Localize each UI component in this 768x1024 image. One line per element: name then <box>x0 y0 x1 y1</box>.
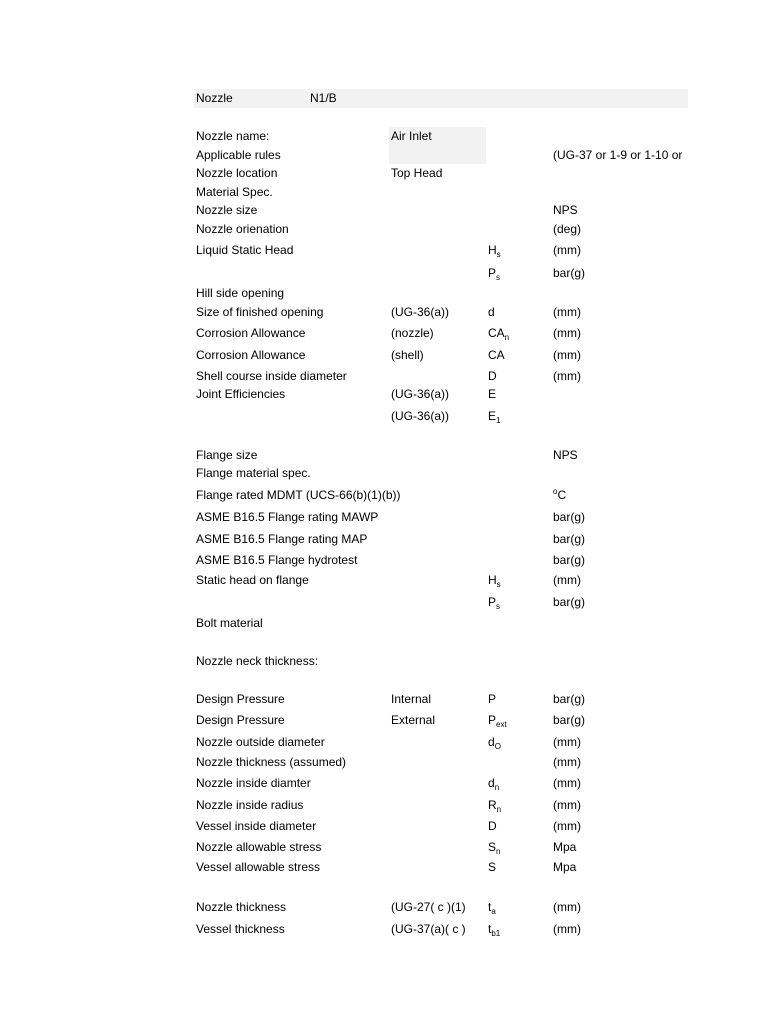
row-label: Corrosion Allowance <box>196 326 306 340</box>
symbol-subscript: O <box>494 742 501 751</box>
unit-text: (mm) <box>553 755 581 769</box>
table-row <box>0 920 768 938</box>
row-unit <box>553 690 585 708</box>
neck-section-title <box>0 652 768 670</box>
table-row <box>0 407 768 425</box>
unit-text: (mm) <box>553 369 581 383</box>
table-row <box>0 690 768 708</box>
symbol-text: R <box>488 798 497 812</box>
unit-text: bar(g) <box>553 553 586 567</box>
symbol-text: d <box>488 776 495 790</box>
row-unit <box>553 324 581 342</box>
symbol-subscript: n <box>494 783 500 792</box>
symbol-subscript: n <box>504 333 510 342</box>
row-label: Applicable rules <box>196 148 281 162</box>
table-row <box>0 551 768 569</box>
row-symbol <box>488 264 500 282</box>
row-label: ASME B16.5 Flange hydrotest <box>196 553 358 567</box>
symbol-text: CA <box>488 326 505 340</box>
row-label: Hill side opening <box>196 286 285 300</box>
row-label: Nozzle allowable stress <box>196 840 322 854</box>
row-label: Nozzle location <box>196 166 278 180</box>
row-unit <box>553 346 581 364</box>
unit-text: NPS <box>553 448 578 462</box>
row-symbol <box>488 385 496 403</box>
row-label: ASME B16.5 Flange rating MAP <box>196 532 368 546</box>
row-label: Nozzle orienation <box>196 222 289 236</box>
table-row <box>0 446 768 464</box>
row-reference: (UG-36(a)) <box>391 409 450 423</box>
row-value[interactable]: Air Inlet <box>391 129 432 143</box>
row-unit <box>553 241 581 259</box>
row-unit <box>553 796 581 814</box>
row-label: Design Pressure <box>196 713 285 727</box>
unit-text: Mpa <box>553 860 577 874</box>
unit-superscript: o <box>553 487 558 496</box>
row-value[interactable]: Top Head <box>391 166 443 180</box>
symbol-text: E <box>488 387 497 401</box>
row-unit <box>553 146 682 164</box>
row-label: Nozzle inside diamter <box>196 776 311 790</box>
row-unit <box>553 733 581 751</box>
symbol-text: H <box>488 243 497 257</box>
unit-text: (deg) <box>553 222 582 236</box>
symbol-subscript: b1 <box>491 929 501 938</box>
table-row <box>0 774 768 792</box>
symbol-text: P <box>488 595 497 609</box>
symbol-subscript: 1 <box>496 416 501 425</box>
row-symbol <box>488 324 509 342</box>
unit-text: bar(g) <box>553 266 586 280</box>
row-unit <box>553 817 581 835</box>
table-row <box>0 367 768 385</box>
row-label: Liquid Static Head <box>196 243 294 257</box>
row-label: Nozzle inside radius <box>196 798 304 812</box>
row-label: Flange material spec. <box>196 466 311 480</box>
row-unit <box>553 593 585 611</box>
symbol-text: E <box>488 409 497 423</box>
table-row <box>0 220 768 238</box>
unit-text: (mm) <box>553 348 581 362</box>
table-row <box>0 146 768 164</box>
table-row <box>0 486 768 504</box>
unit-text: (mm) <box>553 326 581 340</box>
unit-text: (mm) <box>553 735 581 749</box>
symbol-text: P <box>488 266 497 280</box>
row-label: Nozzle thickness <box>196 900 287 914</box>
row-symbol <box>488 796 501 814</box>
row-unit <box>553 858 576 876</box>
table-row <box>0 593 768 611</box>
table-row <box>0 858 768 876</box>
row-symbol <box>488 367 497 385</box>
row-label: Vessel inside diameter <box>196 819 317 833</box>
row-symbol <box>488 858 496 876</box>
row-symbol <box>488 593 500 611</box>
table-row <box>0 264 768 282</box>
row-unit <box>553 920 581 938</box>
row-label: Joint Efficiencies <box>196 387 286 401</box>
table-row <box>0 711 768 729</box>
table-row <box>0 571 768 589</box>
row-unit <box>553 551 585 569</box>
row-unit <box>553 264 585 282</box>
row-label: Nozzle outside diameter <box>196 735 325 749</box>
row-unit <box>553 508 585 526</box>
row-symbol <box>488 241 501 259</box>
symbol-text: d <box>488 305 495 319</box>
row-unit <box>553 220 581 238</box>
row-unit <box>553 201 578 219</box>
symbol-text: CA <box>488 348 505 362</box>
table-row <box>0 796 768 814</box>
symbol-text: S <box>488 840 497 854</box>
symbol-subscript: s <box>496 602 501 611</box>
row-label: Design Pressure <box>196 692 285 706</box>
row-symbol <box>488 711 507 729</box>
symbol-subscript: n <box>496 847 501 856</box>
table-row <box>0 127 768 145</box>
row-label: Vessel allowable stress <box>196 860 321 874</box>
row-label: Nozzle size <box>196 203 258 217</box>
row-reference: External <box>391 713 436 727</box>
row-symbol <box>488 407 500 425</box>
row-symbol <box>488 920 500 938</box>
header-row <box>0 89 768 107</box>
row-reference: (UG-36(a)) <box>391 387 450 401</box>
row-unit <box>553 571 581 589</box>
row-symbol <box>488 690 496 708</box>
table-row <box>0 164 768 182</box>
table-row <box>0 838 768 856</box>
unit-text: (mm) <box>553 776 581 790</box>
symbol-text: D <box>488 369 497 383</box>
symbol-subscript: s <box>496 250 501 259</box>
row-label: Bolt material <box>196 616 263 630</box>
row-unit <box>553 486 566 504</box>
table-row <box>0 284 768 302</box>
row-label: Corrosion Allowance <box>196 348 306 362</box>
row-label: Vessel thickness <box>196 922 285 936</box>
symbol-text: t <box>488 922 492 936</box>
unit-text: (mm) <box>553 900 581 914</box>
row-reference: Internal <box>391 692 432 706</box>
table-row <box>0 346 768 364</box>
table-row <box>0 508 768 526</box>
unit-text: (UG-37 or 1-9 or 1-10 or <box>553 148 683 162</box>
row-symbol <box>488 817 497 835</box>
row-unit <box>553 367 581 385</box>
unit-text: bar(g) <box>553 713 586 727</box>
symbol-subscript: a <box>491 907 496 916</box>
unit-text: C <box>557 488 567 502</box>
symbol-text: H <box>488 573 497 587</box>
symbol-text: S <box>488 860 497 874</box>
table-row <box>0 614 768 632</box>
table-row <box>0 753 768 771</box>
table-row <box>0 733 768 751</box>
symbol-subscript: s <box>496 580 501 589</box>
row-symbol <box>488 733 501 751</box>
row-unit <box>553 303 581 321</box>
table-row <box>0 898 768 916</box>
row-symbol <box>488 898 496 916</box>
row-unit <box>553 530 585 548</box>
row-label: Shell course inside diameter <box>196 369 347 383</box>
table-row <box>0 385 768 403</box>
unit-text: bar(g) <box>553 510 586 524</box>
row-unit <box>553 753 581 771</box>
unit-text: (mm) <box>553 798 581 812</box>
row-symbol <box>488 774 499 792</box>
symbol-subscript: n <box>496 805 502 814</box>
table-row <box>0 817 768 835</box>
symbol-subscript: ext <box>496 720 507 729</box>
row-reference: (UG-27( c )(1) <box>391 900 466 914</box>
row-symbol <box>488 838 500 856</box>
row-label: Material Spec. <box>196 185 273 199</box>
table-row <box>0 530 768 548</box>
row-label: Nozzle thickness (assumed) <box>196 755 347 769</box>
unit-text: bar(g) <box>553 692 586 706</box>
row-symbol <box>488 571 501 589</box>
row-unit <box>553 446 578 464</box>
table-row <box>0 201 768 219</box>
symbol-subscript: s <box>496 273 501 282</box>
unit-text: (mm) <box>553 819 581 833</box>
symbol-text: t <box>488 900 492 914</box>
row-label: Nozzle name: <box>196 129 270 143</box>
unit-text: bar(g) <box>553 595 586 609</box>
table-row <box>0 183 768 201</box>
table-row <box>0 464 768 482</box>
row-unit <box>553 898 581 916</box>
unit-text: (mm) <box>553 243 581 257</box>
header-label: Nozzle <box>196 91 233 105</box>
row-symbol <box>488 303 495 321</box>
unit-text: Mpa <box>553 840 577 854</box>
row-reference: (shell) <box>391 348 424 362</box>
table-row <box>0 324 768 342</box>
row-symbol <box>488 346 505 364</box>
symbol-text: d <box>488 735 495 749</box>
row-unit <box>553 711 585 729</box>
row-unit <box>553 774 581 792</box>
table-row <box>0 241 768 259</box>
symbol-text: P <box>488 713 497 727</box>
row-label: Static head on flange <box>196 573 309 587</box>
symbol-text: D <box>488 819 497 833</box>
unit-text: (mm) <box>553 573 581 587</box>
row-reference: (nozzle) <box>391 326 434 340</box>
symbol-text: P <box>488 692 497 706</box>
unit-text: bar(g) <box>553 532 586 546</box>
unit-text: NPS <box>553 203 578 217</box>
row-label: Size of finished opening <box>196 305 324 319</box>
section-title: Nozzle neck thickness: <box>196 654 319 668</box>
row-label: Flange rated MDMT (UCS-66(b)(1)(b)) <box>196 488 401 502</box>
row-reference: (UG-36(a)) <box>391 305 450 319</box>
row-label: ASME B16.5 Flange rating MAWP <box>196 510 379 524</box>
unit-text: (mm) <box>553 305 581 319</box>
header-nozzle-id: N1/B <box>310 91 337 105</box>
unit-text: (mm) <box>553 922 581 936</box>
row-label: Flange size <box>196 448 258 462</box>
row-reference: (UG-37(a)( c ) <box>391 922 466 936</box>
table-row <box>0 303 768 321</box>
row-unit <box>553 838 576 856</box>
